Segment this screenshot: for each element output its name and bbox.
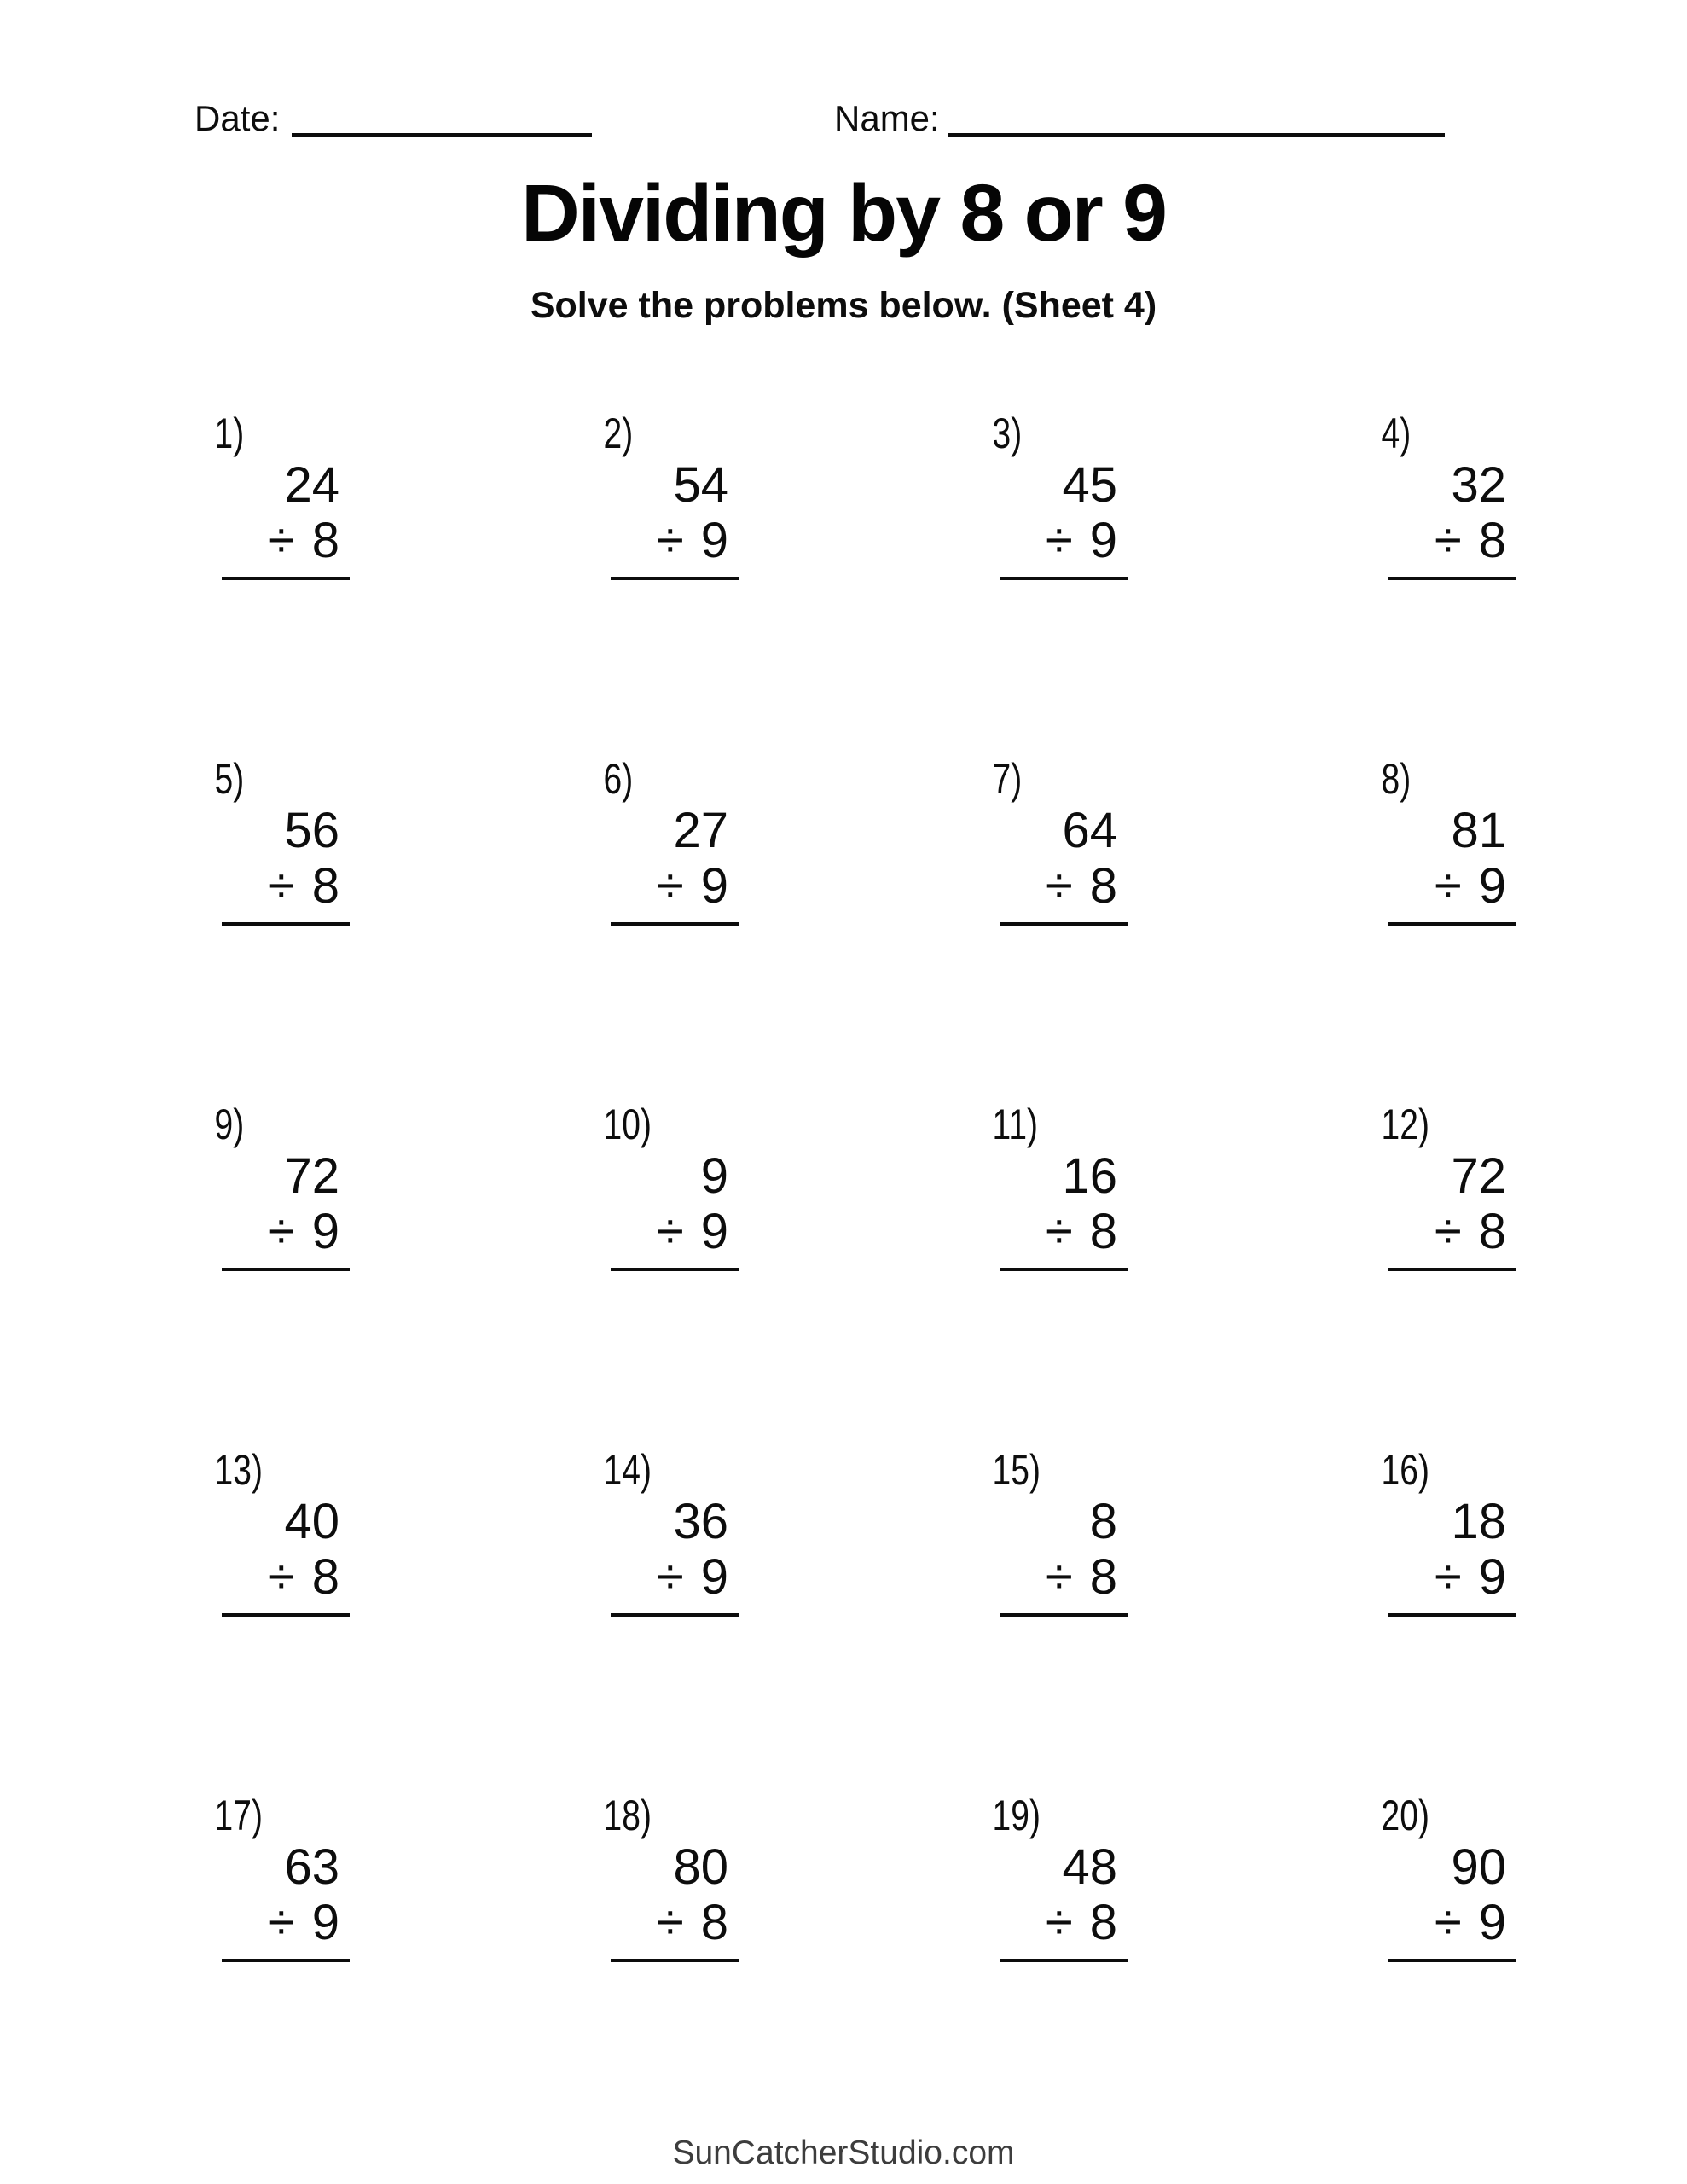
divisor: 8 [311, 1549, 339, 1605]
dividend: 72 [284, 1148, 339, 1204]
problem-number: 10) [603, 1101, 652, 1148]
problem-number: 9) [214, 1101, 245, 1148]
division-sign: ÷ [1434, 513, 1462, 568]
divisor: 8 [1089, 858, 1117, 914]
dividend: 72 [1451, 1148, 1506, 1204]
answer-line [1000, 1268, 1128, 1271]
division-sign: ÷ [1434, 1895, 1462, 1950]
divisor: 8 [1478, 1204, 1506, 1259]
problem-2 [602, 410, 991, 755]
problem-number: 13) [214, 1446, 263, 1494]
problem-12 [1380, 1101, 1687, 1446]
problem-11 [991, 1101, 1380, 1446]
answer-line [222, 1959, 350, 1962]
problem-14 [602, 1446, 991, 1792]
problem-number: 6) [603, 755, 634, 803]
dividend: 80 [673, 1839, 728, 1895]
division-sign: ÷ [1045, 1549, 1073, 1605]
answer-line [1000, 922, 1128, 926]
dividend: 16 [1062, 1148, 1117, 1204]
divisor-row [1380, 860, 1516, 913]
dividend: 36 [673, 1494, 728, 1549]
problem-7 [991, 755, 1380, 1101]
answer-line [1388, 922, 1516, 926]
problem-3 [991, 410, 1380, 755]
divisor-row [991, 514, 1128, 567]
divisor-row [991, 1205, 1128, 1258]
dividend: 9 [700, 1148, 728, 1204]
divisor: 8 [1089, 1549, 1117, 1605]
answer-line [1000, 577, 1128, 580]
division-sign: ÷ [267, 858, 295, 914]
answer-line [222, 1613, 350, 1617]
divisor: 9 [1089, 513, 1117, 568]
divisor: 8 [311, 858, 339, 914]
divisor-row [602, 860, 739, 913]
problem-number: 4) [1381, 410, 1412, 457]
divisor: 9 [700, 1549, 728, 1605]
problem-20 [1380, 1792, 1687, 2137]
problem-6 [602, 755, 991, 1101]
divisor-row [1380, 1205, 1516, 1258]
dividend: 63 [284, 1839, 339, 1895]
dividend: 64 [1062, 803, 1117, 858]
problem-number: 11) [992, 1101, 1039, 1148]
division-sign: ÷ [1434, 1204, 1462, 1259]
divisor: 9 [700, 1204, 728, 1259]
problem-number: 14) [603, 1446, 652, 1494]
divisor-row [213, 860, 350, 913]
problem-number: 19) [992, 1792, 1041, 1839]
dividend: 18 [1451, 1494, 1506, 1549]
divisor-row [1380, 514, 1516, 567]
divisor: 8 [311, 513, 339, 568]
dividend: 45 [1062, 457, 1117, 513]
problem-number: 15) [992, 1446, 1041, 1494]
divisor-row [602, 1551, 739, 1604]
divisor-row [213, 1896, 350, 1949]
division-sign: ÷ [656, 858, 684, 914]
problem-4 [1380, 410, 1687, 755]
divisor: 8 [1089, 1204, 1117, 1259]
problem-1 [213, 410, 602, 755]
problem-number: 18) [603, 1792, 652, 1839]
dividend: 8 [1089, 1494, 1117, 1549]
division-sign: ÷ [1434, 858, 1462, 914]
problem-15 [991, 1446, 1380, 1792]
divisor-row [213, 514, 350, 567]
dividend: 56 [284, 803, 339, 858]
divisor-row [213, 1551, 350, 1604]
divisor-row [213, 1205, 350, 1258]
answer-line [611, 577, 739, 580]
divisor: 9 [1478, 1895, 1506, 1950]
answer-line [1388, 1959, 1516, 1962]
division-sign: ÷ [1434, 1549, 1462, 1605]
division-sign: ÷ [656, 513, 684, 568]
division-sign: ÷ [1045, 1895, 1073, 1950]
dividend: 24 [284, 457, 339, 513]
dividend: 81 [1451, 803, 1506, 858]
divisor-row [991, 1551, 1128, 1604]
dividend: 32 [1451, 457, 1506, 513]
problem-17 [213, 1792, 602, 2137]
dividend: 54 [673, 457, 728, 513]
divisor: 9 [311, 1204, 339, 1259]
dividend: 40 [284, 1494, 339, 1549]
division-sign: ÷ [267, 1204, 295, 1259]
answer-line [1000, 1959, 1128, 1962]
page-title: Dividing by 8 or 9 [521, 168, 1166, 258]
divisor: 9 [1478, 858, 1506, 914]
problem-number: 7) [992, 755, 1023, 803]
divisor-row [991, 860, 1128, 913]
problem-8 [1380, 755, 1687, 1101]
answer-line [1388, 1268, 1516, 1271]
division-sign: ÷ [267, 1549, 295, 1605]
name-field [834, 99, 1445, 138]
problem-number: 3) [992, 410, 1023, 457]
division-sign: ÷ [1045, 1204, 1073, 1259]
division-sign: ÷ [656, 1204, 684, 1259]
divisor-row [602, 514, 739, 567]
answer-line [222, 577, 350, 580]
divisor-row [1380, 1896, 1516, 1949]
problem-16 [1380, 1446, 1687, 1792]
answer-line [611, 1613, 739, 1617]
divisor-row [602, 1205, 739, 1258]
dividend: 27 [673, 803, 728, 858]
answer-line [611, 1268, 739, 1271]
divisor-row [991, 1896, 1128, 1949]
division-sign: ÷ [656, 1895, 684, 1950]
name-label: Name: [834, 98, 940, 138]
divisor: 9 [700, 858, 728, 914]
division-sign: ÷ [267, 1895, 295, 1950]
divisor-row [1380, 1551, 1516, 1604]
divisor: 9 [700, 513, 728, 568]
problem-18 [602, 1792, 991, 2137]
problem-13 [213, 1446, 602, 1792]
answer-line [1388, 577, 1516, 580]
problem-number: 12) [1381, 1101, 1429, 1148]
problem-9 [213, 1101, 602, 1446]
footer-credit: SunCatcherStudio.com [672, 2135, 1015, 2171]
problem-number: 1) [214, 410, 245, 457]
name-blank-line [948, 133, 1445, 136]
problem-number: 5) [214, 755, 245, 803]
problem-number: 16) [1381, 1446, 1429, 1494]
page-subtitle: Solve the problems below. (Sheet 4) [530, 285, 1157, 326]
problem-number: 8) [1381, 755, 1412, 803]
answer-line [222, 922, 350, 926]
division-sign: ÷ [656, 1549, 684, 1605]
answer-line [611, 1959, 739, 1962]
divisor: 8 [1089, 1895, 1117, 1950]
problem-number: 17) [214, 1792, 263, 1839]
divisor: 8 [700, 1895, 728, 1950]
problems-grid [213, 410, 1687, 2137]
date-blank-line [292, 133, 592, 136]
problem-19 [991, 1792, 1380, 2137]
answer-line [1000, 1613, 1128, 1617]
answer-line [611, 922, 739, 926]
dividend: 48 [1062, 1839, 1117, 1895]
answer-line [1388, 1613, 1516, 1617]
problem-number: 20) [1381, 1792, 1429, 1839]
division-sign: ÷ [1045, 513, 1073, 568]
dividend: 90 [1451, 1839, 1506, 1895]
date-field [194, 99, 592, 138]
answer-line [222, 1268, 350, 1271]
problem-10 [602, 1101, 991, 1446]
date-label: Date: [194, 98, 281, 138]
divisor: 9 [1478, 1549, 1506, 1605]
division-sign: ÷ [267, 513, 295, 568]
problem-number: 2) [603, 410, 634, 457]
divisor-row [602, 1896, 739, 1949]
divisor: 8 [1478, 513, 1506, 568]
divisor: 9 [311, 1895, 339, 1950]
division-sign: ÷ [1045, 858, 1073, 914]
problem-5 [213, 755, 602, 1101]
